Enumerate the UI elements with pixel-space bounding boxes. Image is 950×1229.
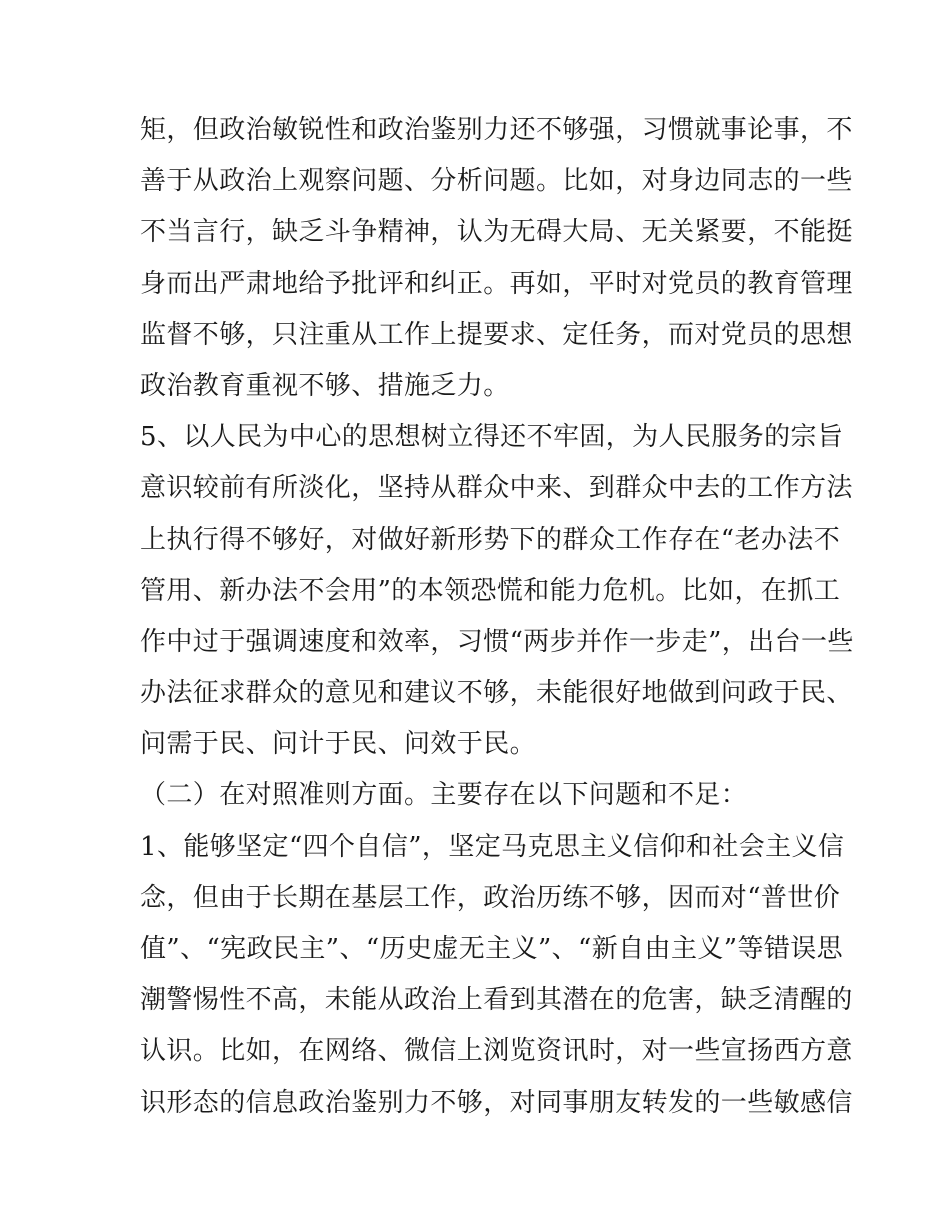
text-line: 1、能够坚定“四个自信”，坚定马克思主义信仰和社会主义信 xyxy=(140,831,845,862)
text-line: 监督不够，只注重从工作上提要求、定任务，而对党员的思想 xyxy=(140,319,853,350)
text-line: 识形态的信息政治鉴别力不够，对同事朋友转发的一些敏感信 xyxy=(140,1087,853,1118)
text-line: 矩，但政治敏锐性和政治鉴别力还不够强，习惯就事论事，不 xyxy=(140,115,853,145)
text-line: 善于从政治上观察问题、分析问题。比如，对身边同志的一些 xyxy=(140,166,853,197)
document-body xyxy=(140,105,854,1129)
text-line: 身而出严肃地给予批评和纠正。再如，平时对党员的教育管理 xyxy=(140,268,853,299)
text-line: 上执行得不够好，对做好新形势下的群众工作存在“老办法不 xyxy=(140,524,841,555)
text-line: 政治教育重视不够、措施乏力。 xyxy=(140,370,510,401)
text-line: 管用、新办法不会用”的本领恐慌和能力危机。比如，在抓工 xyxy=(140,575,841,606)
text-line: 意识较前有所淡化，坚持从群众中来、到群众中去的工作方法 xyxy=(140,473,853,504)
text-line: 办法征求群众的意见和建议不够，未能很好地做到问政于民、 xyxy=(140,678,853,709)
text-line: 念，但由于长期在基层工作，政治历练不够，因而对“普世价 xyxy=(140,882,841,913)
text-line: 潮警惕性不高，未能从政治上看到其潜在的危害，缺乏清醒的 xyxy=(140,985,853,1016)
text-line: 值”、“宪政民主”、“历史虚无主义”、“新自由主义”等错误思 xyxy=(140,934,844,964)
text-line: 作中过于强调速度和效率，习惯“两步并作一步走”，出台一些 xyxy=(140,626,854,657)
section-heading: （二）在对照准则方面。主要存在以下问题和不足： xyxy=(140,780,748,811)
text-line: 问需于民、问计于民、问效于民。 xyxy=(140,729,537,760)
text-line: 不当言行，缺乏斗争精神，认为无碍大局、无关紧要，不能挺 xyxy=(140,217,853,248)
text-line: 认识。比如，在网络、微信上浏览资讯时，对一些宣扬西方意 xyxy=(140,1036,853,1067)
text-line: 5、以人民为中心的思想树立得还不牢固，为人民服务的宗旨 xyxy=(140,422,844,453)
